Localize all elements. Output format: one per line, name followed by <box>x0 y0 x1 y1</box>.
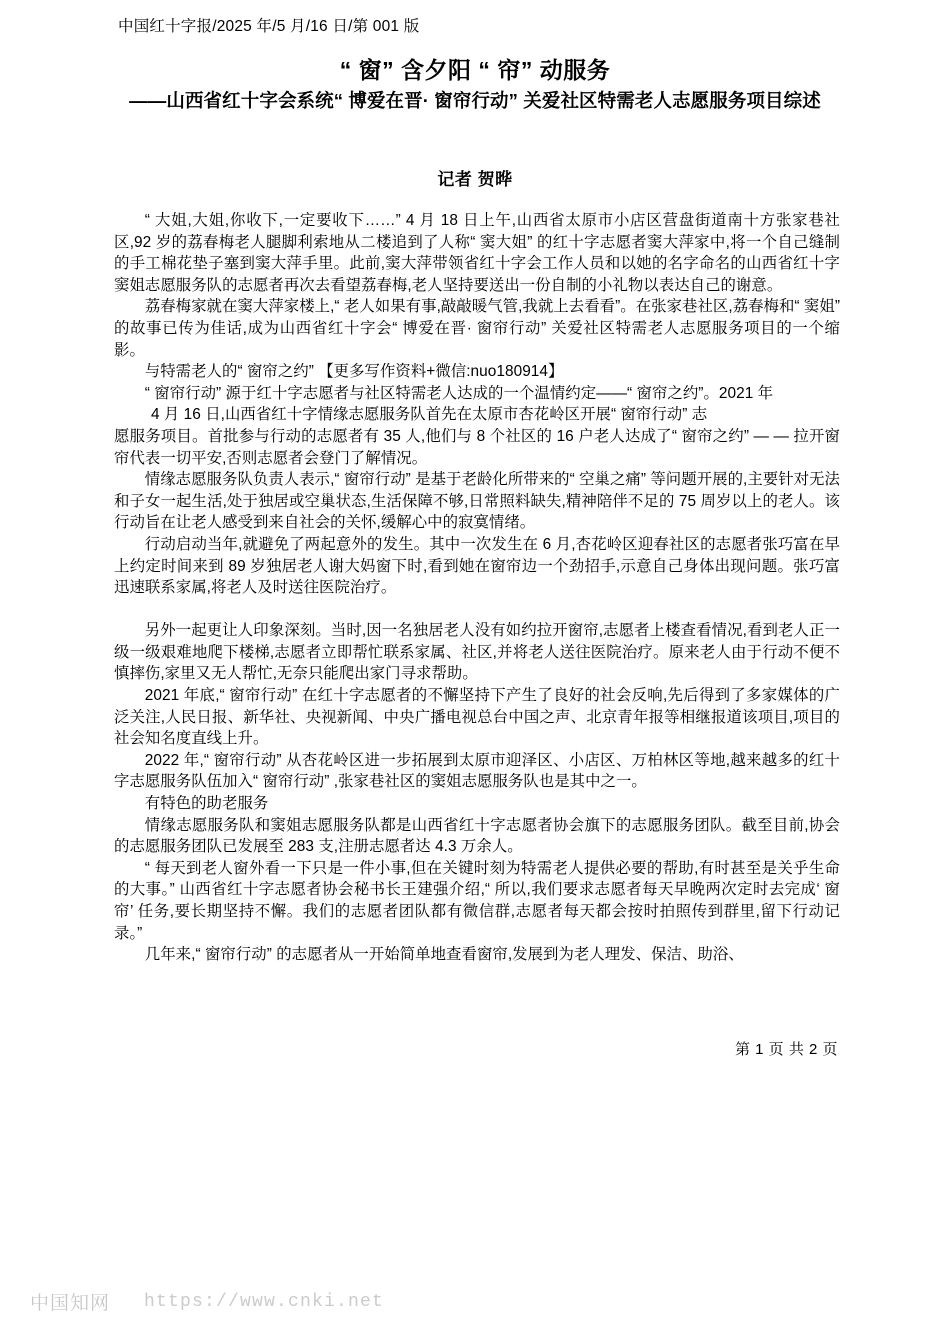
paragraph-spacer <box>114 599 840 621</box>
article-paragraph: 情缘志愿服务队负责人表示,“ 窗帘行动” 是基于老龄化所带来的“ 空巢之痛” 等问题开展的,主要针对无法和子女一起生活,处于独居或空巢状态,生活保障不够,日常照料缺失,精神陪伴不足的 75 周岁以上的老人。该行动旨在让老人感受到来自社会的关怀,缓解心中的寂寞情绪。 <box>114 471 840 532</box>
article-paragraph: 有特色的助老服务 <box>144 795 269 813</box>
article-paragraph: 2022 年,“ 窗帘行动” 从杏花岭区进一步拓展到太原市迎泽区、小店区、万柏林区等地,越来越多的红十字志愿服务队伍加入“ 窗帘行动” ,张家巷社区的窦姐志愿服务队也是其中之一。 <box>114 751 840 791</box>
page-subtitle: ——山西省红十字会系统“ 博爱在晋· 窗帘行动” 关爱社区特需老人志愿服务项目综述 <box>129 90 821 111</box>
article-paragraph: 几年来,“ 窗帘行动” 的志愿者从一开始简单地查看窗帘,发展到为老人理发、保洁、助浴、 <box>144 946 744 964</box>
page-footer: 第 1 页 共 2 页 <box>734 1041 838 1058</box>
cnki-logo: 中国知网 <box>30 1293 111 1314</box>
article-paragraph: 行动启动当年,就避免了两起意外的发生。其中一次发生在 6 月,杏花岭区迎春社区的志愿者张巧富在早上约定时间来到 89 岁独居老人谢大妈窗下时,看到她在窗帘边一个劲招手,示意自己身体出现问题。张巧富迅速联系家属,将老人及时送往医院治疗。 <box>114 535 840 597</box>
article-paragraph: 情缘志愿服务队和窦姐志愿服务队都是山西省红十字志愿者协会旗下的志愿服务团队。截至目前,协会的志愿服务团队已发展至 283 支,注册志愿者达 4.3 万余人。 <box>114 816 840 856</box>
article-paragraph: 荔春梅家就在窦大萍家楼上,“ 老人如果有事,敲敲暖气管,我就上去看看”。在张家巷社区,荔春梅和“ 窦姐” 的故事已传为佳话,成为山西省红十字会“ 博爱在晋· 窗帘行动” 关爱社区特需老人志愿服务项目的一个缩影。 <box>114 298 840 359</box>
cnki-url: https://www.cnki.net <box>144 1291 385 1312</box>
title-block <box>112 55 838 113</box>
byline: 记者 贺晔 <box>437 170 513 189</box>
article-paragraph: 另外一起更让人印象深刻。当时,因一名独居老人没有如约拉开窗帘,志愿者上楼查看情况,看到老人正一级一级艰难地爬下楼梯,志愿者立即帮忙联系家属、社区,并将老人送往医院治疗。原来老人由于行动不便不慎摔伤,家里又无人帮忙,无奈只能爬出家门寻求帮助。 <box>114 622 840 683</box>
article-paragraph: “ 窗帘行动” 源于红十字志愿者与社区特需老人达成的一个温情约定——“ 窗帘之约”。2021 年 <box>144 384 774 402</box>
cnki-watermark <box>30 1288 384 1315</box>
article-body <box>114 210 840 966</box>
article-paragraph: 愿服务项目。首批参与行动的志愿者有 35 人,他们与 8 个社区的 16 户老人达成了“ 窗帘之约” — — 拉开窗帘代表一切平安,否则志愿者会登门了解情况。 <box>114 427 840 467</box>
article-paragraph: “ 每天到老人窗外看一下只是一件小事,但在关键时刻为特需老人提供必要的帮助,有时甚至是关乎生命的大事。” 山西省红十字志愿者协会秘书长王建强介绍,“ 所以,我们要求志愿者每天早晚两次定时去完成‘ 窗帘’ 任务,要长期坚持不懈。我们的志愿者团队都有微信群,志愿者每天都会按时拍照传到群里,留下行动记录。” <box>114 859 840 942</box>
article-paragraph: 与特需老人的“ 窗帘之约” 【更多写作资料+微信:nuo180914】 <box>144 363 564 381</box>
article-paragraph: 2021 年底,“ 窗帘行动” 在红十字志愿者的不懈坚持下产生了良好的社会反响,先后得到了多家媒体的广泛关注,人民日报、新华社、央视新闻、中央广播电视总台中国之声、北京青年报等相继报道该项目,项目的社会知名度直线上升。 <box>114 687 840 748</box>
article-paragraph: 4 月 16 日,山西省红十字情缘志愿服务队首先在太原市杏花岭区开展“ 窗帘行动” 志 <box>150 406 708 424</box>
page-title: “ 窗” 含夕阳 “ 帘” 动服务 <box>339 57 611 83</box>
publication-header: 中国红十字报/2025 年/5 月/16 日/第 001 版 <box>118 18 420 35</box>
article-paragraph: “ 大姐,大姐,你收下,一定要收下……” 4 月 18 日上午,山西省太原市小店区营盘街道南十方张家巷社区,92 岁的荔春梅老人腿脚利索地从二楼追到了人称“ 窦大姐” 的红十字志愿者窦大萍家中,将一个自己缝制的手工棉花垫子塞到窦大萍手里。此前,窦大萍带领省红十字会工作人员和以她的名字命名的山西省红十字窦姐志愿服务队的志愿者再次去看望荔春梅,老人坚持要送出一份自制的小礼物以表达自己的谢意。 <box>114 212 840 294</box>
